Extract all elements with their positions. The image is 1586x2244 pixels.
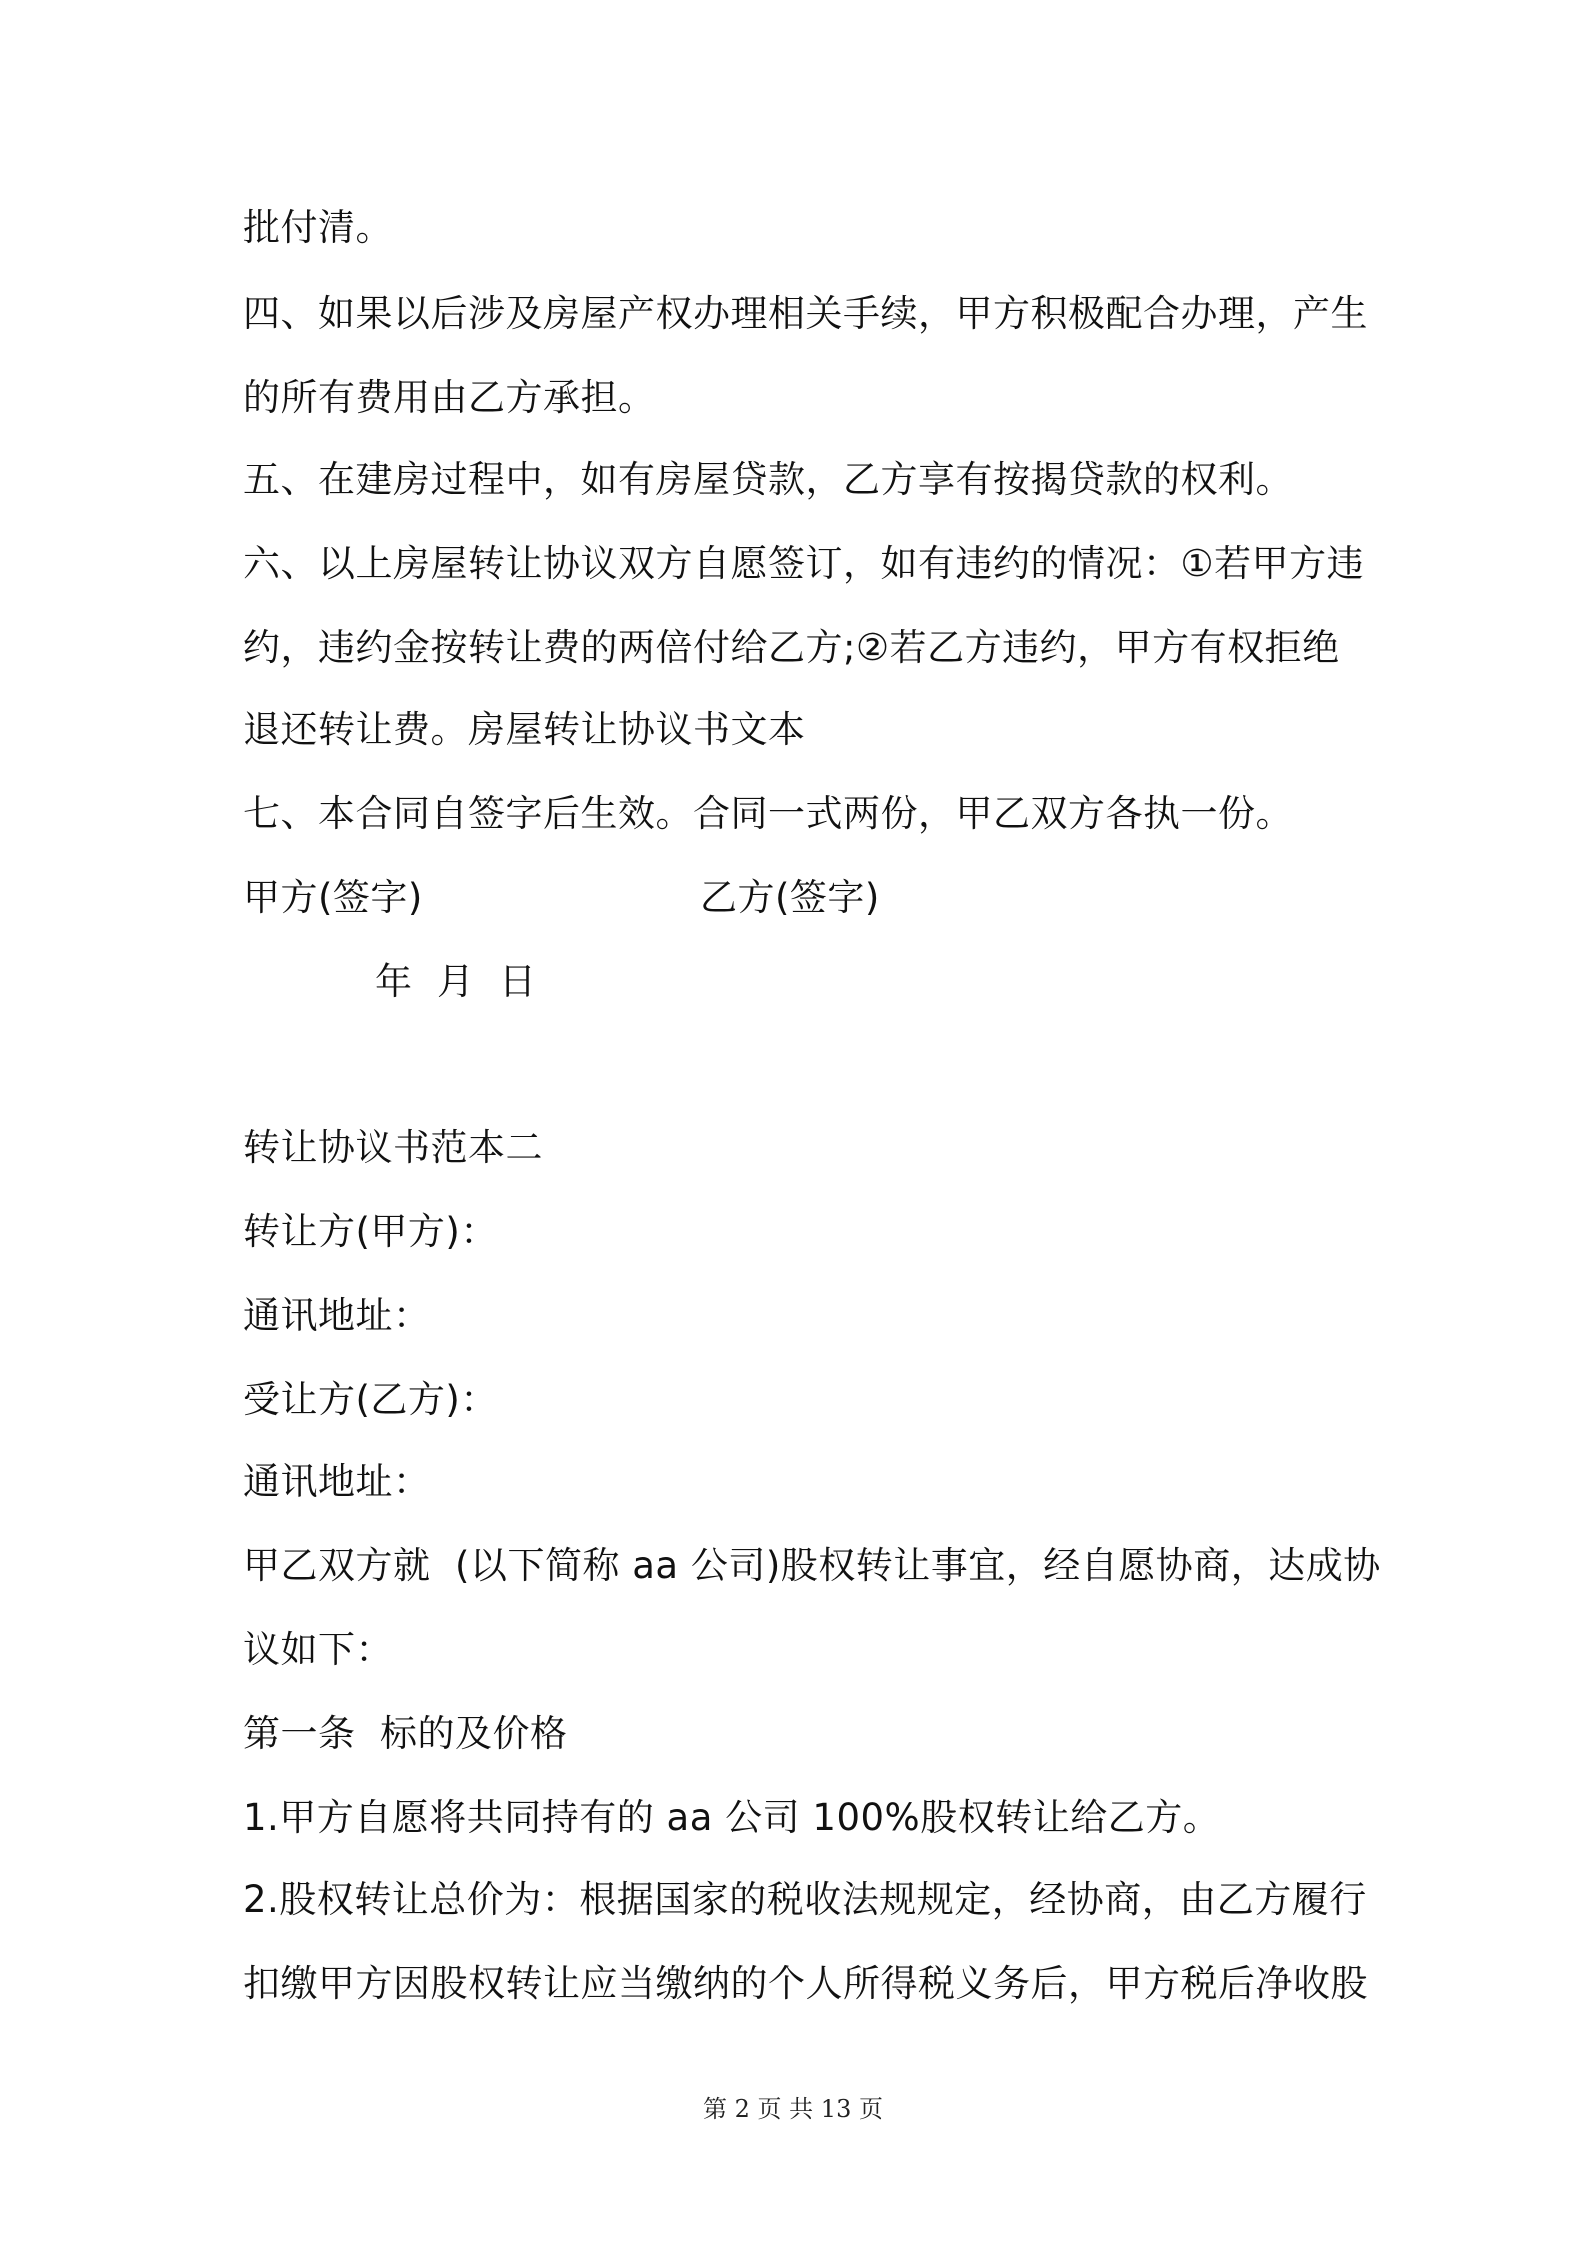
- paragraph-line: 七、本合同自签字后生效。合同一式两份，甲乙双方各执一份。: [243, 792, 1293, 835]
- field-label: 转让方(甲方)：: [243, 1210, 498, 1253]
- paragraph-line: 约，违约金按转让费的两倍付给乙方;②若乙方违约，甲方有权拒绝: [243, 626, 1340, 669]
- paragraph-line: 议如下：: [243, 1628, 393, 1671]
- paragraph-line: 五、在建房过程中，如有房屋贷款，乙方享有按揭贷款的权利。: [243, 458, 1293, 501]
- field-label: 受让方(乙方)：: [243, 1378, 498, 1421]
- paragraph-line: 六、以上房屋转让协议双方自愿签订，如有违约的情况：①若甲方违: [243, 542, 1365, 585]
- page-number-footer: 第 2 页 共 13 页: [703, 2095, 883, 2123]
- article-heading: 第一条 标的及价格: [243, 1712, 568, 1755]
- signature-date: 年 月 日: [375, 960, 537, 1003]
- paragraph-line: 的所有费用由乙方承担。: [243, 376, 656, 419]
- field-label: 通讯地址：: [243, 1294, 431, 1337]
- party-b-signature-label: 乙方(签字): [700, 876, 880, 919]
- paragraph-line: 批付清。: [243, 206, 393, 249]
- paragraph-line: 扣缴甲方因股权转让应当缴纳的个人所得税义务后，甲方税后净收股: [243, 1962, 1368, 2005]
- section-title: 转让协议书范本二: [243, 1126, 543, 1169]
- paragraph-line: 1.甲方自愿将共同持有的 aa 公司 100%股权转让给乙方。: [243, 1796, 1221, 1839]
- field-label: 通讯地址：: [243, 1460, 431, 1503]
- paragraph-line: 四、如果以后涉及房屋产权办理相关手续，甲方积极配合办理，产生: [243, 292, 1368, 335]
- party-a-signature-label: 甲方(签字): [243, 876, 423, 919]
- paragraph-line: 2.股权转让总价为：根据国家的税收法规规定，经协商，由乙方履行: [243, 1878, 1367, 1921]
- paragraph-line: 退还转让费。房屋转让协议书文本: [243, 708, 806, 751]
- paragraph-line: 甲乙双方就 (以下简称 aa 公司)股权转让事宜，经自愿协商，达成协: [243, 1544, 1381, 1587]
